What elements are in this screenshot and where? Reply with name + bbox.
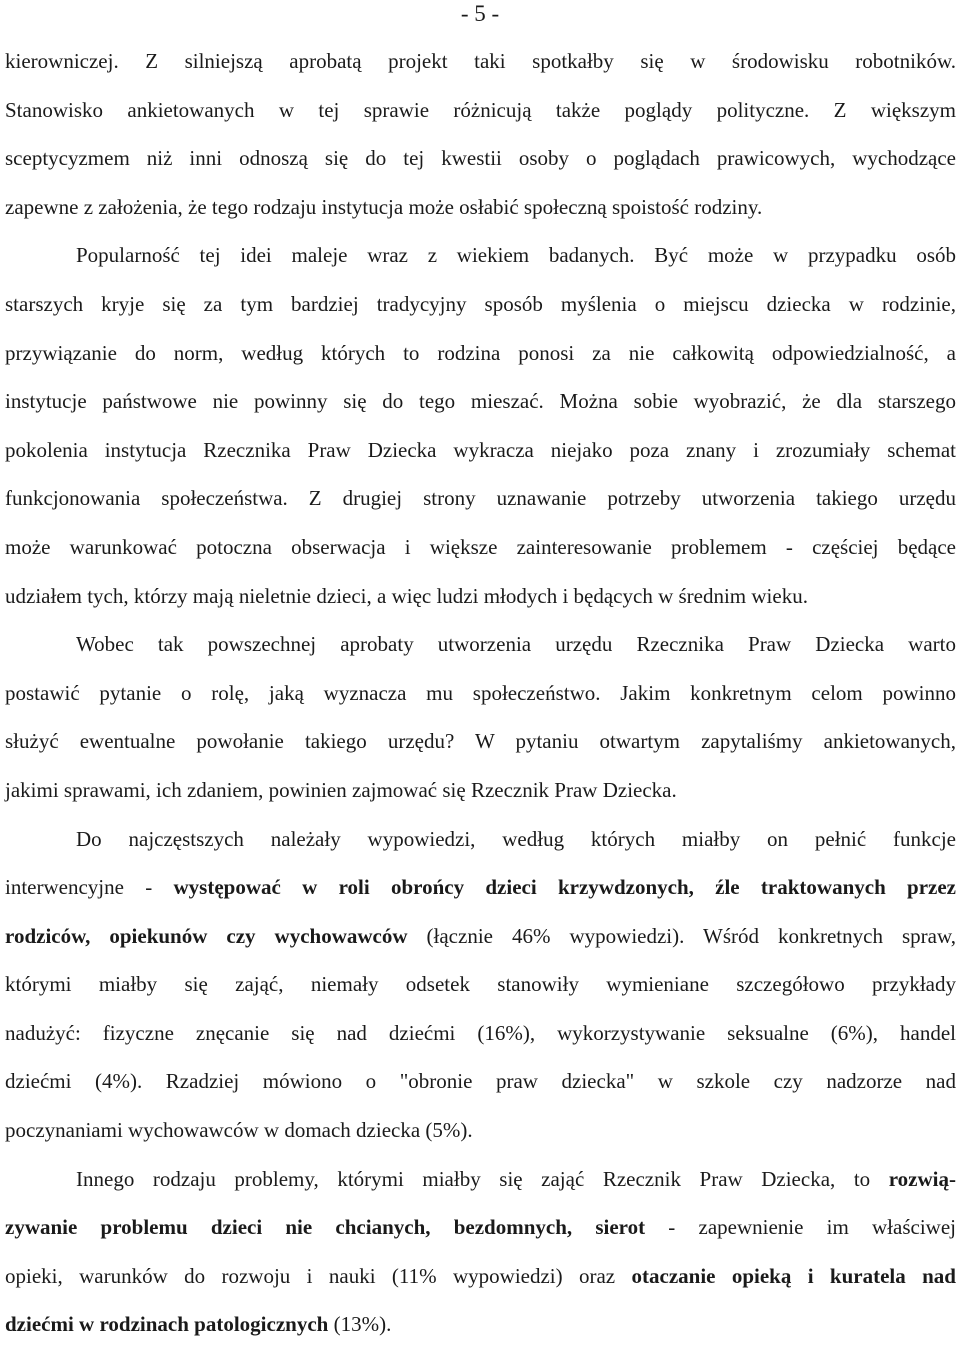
text-line: rodziców, opiekunów czy wychowawców (łącznie 46% wypowiedzi). Wśród konkretnych spraw, — [5, 923, 956, 948]
bold-phrase: rozwią- — [888, 1166, 956, 1191]
document-body — [5, 37, 956, 1349]
text-line: Popularność tej idei maleje wraz z wiekiem badanych. Być może w przypadku osób — [76, 243, 956, 268]
bold-phrase: rodziców, opiekunów czy wychowawców — [5, 923, 408, 948]
bold-phrase: otaczanie opieką i kuratela nad — [631, 1263, 956, 1288]
text-line: postawić pytanie o rolę, jaką wyznacza mu społeczeństwo. Jakim konkretnym celom powinno — [5, 680, 956, 705]
text-line: przywiązanie do norm, według których to rodzina ponosi za nie całkowitą odpowiedzialność, a — [5, 340, 956, 365]
text-line: Innego rodzaju problemy, którymi miałby się zająć Rzecznik Praw Dziecka, to rozwią- — [76, 1166, 956, 1191]
text-line: dziećmi (4%). Rzadziej mówiono o "obronie praw dziecka" w szkole czy nadzorze nad — [5, 1069, 956, 1094]
text-line: sceptycyzmem niż inni odnoszą się do tej kwestii osoby o poglądach prawicowych, wychodzące — [5, 146, 956, 171]
text-line: instytucje państwowe nie powinny się do tego mieszać. Można sobie wyobrazić, że dla starszego — [5, 389, 956, 414]
text-line: pokolenia instytucja Rzecznika Praw Dziecka wykracza niejako poza znany i zrozumiały schemat — [5, 437, 956, 462]
bold-phrase: dziećmi w rodzinach patologicznych — [5, 1312, 329, 1337]
page-number: - 5 - — [460, 1, 500, 26]
text-line: interwencyjne - występować w roli obrońcy dzieci krzywdzonych, źle traktowanych przez — [5, 875, 956, 900]
text-line: jakimi sprawami, ich zdaniem, powinien zajmować się Rzecznik Praw Dziecka. — [5, 777, 677, 802]
text-line: może warunkować potoczna obserwacja i większe zainteresowanie problemem - częściej będące — [5, 534, 956, 559]
text-line: zywanie problemu dzieci nie chcianych, bezdomnych, sierot - zapewnienie im właściwej — [5, 1215, 956, 1240]
text-line: opieki, warunków do rozwoju i nauki (11% wypowiedzi) oraz otaczanie opieką i kuratela nad — [5, 1263, 956, 1288]
text-line: którymi miałby się zająć, niemały odsetek stanowiły wymieniane szczegółowo przykłady — [5, 972, 956, 997]
bold-phrase: występować w roli obrońcy dzieci krzywdzonych, źle traktowanych przez — [173, 875, 956, 900]
text-line: Do najczęstszych należały wypowiedzi, według których miałby on pełnić funkcje — [76, 826, 956, 851]
text-line: zapewne z założenia, że tego rodzaju instytucja może osłabić społeczną spoistość rodziny. — [5, 194, 763, 219]
text-line: dziećmi w rodzinach patologicznych (13%). — [5, 1312, 392, 1337]
text-line: nadużyć: fizyczne znęcanie się nad dziećmi (16%), wykorzystywanie seksualne (6%), handel — [5, 1020, 956, 1045]
text-line: poczynaniami wychowawców w domach dziecka (5%). — [5, 1118, 473, 1143]
text-line: Stanowisko ankietowanych w tej sprawie różnicują także poglądy polityczne. Z większym — [5, 97, 956, 122]
text-line: Wobec tak powszechnej aprobaty utworzenia urzędu Rzecznika Praw Dziecka warto — [76, 632, 956, 657]
text-line: udziałem tych, którzy mają nieletnie dzieci, a więc ludzi młodych i będących w średnim wieku. — [5, 583, 808, 608]
text-line: służyć ewentualne powołanie takiego urzędu? W pytaniu otwartym zapytaliśmy ankietowanych, — [5, 729, 956, 754]
bold-phrase: zywanie problemu dzieci nie chcianych, bezdomnych, sierot — [5, 1215, 646, 1240]
text-line: starszych kryje się za tym bardziej tradycyjny sposób myślenia o miejscu dziecka w rodzinie, — [5, 291, 956, 316]
text-line: kierowniczej. Z silniejszą aprobatą projekt taki spotkałby się w środowisku robotników. — [5, 49, 956, 73]
text-line: funkcjonowania społeczeństwa. Z drugiej strony uznawanie potrzeby utworzenia takiego urzędu — [5, 486, 956, 511]
